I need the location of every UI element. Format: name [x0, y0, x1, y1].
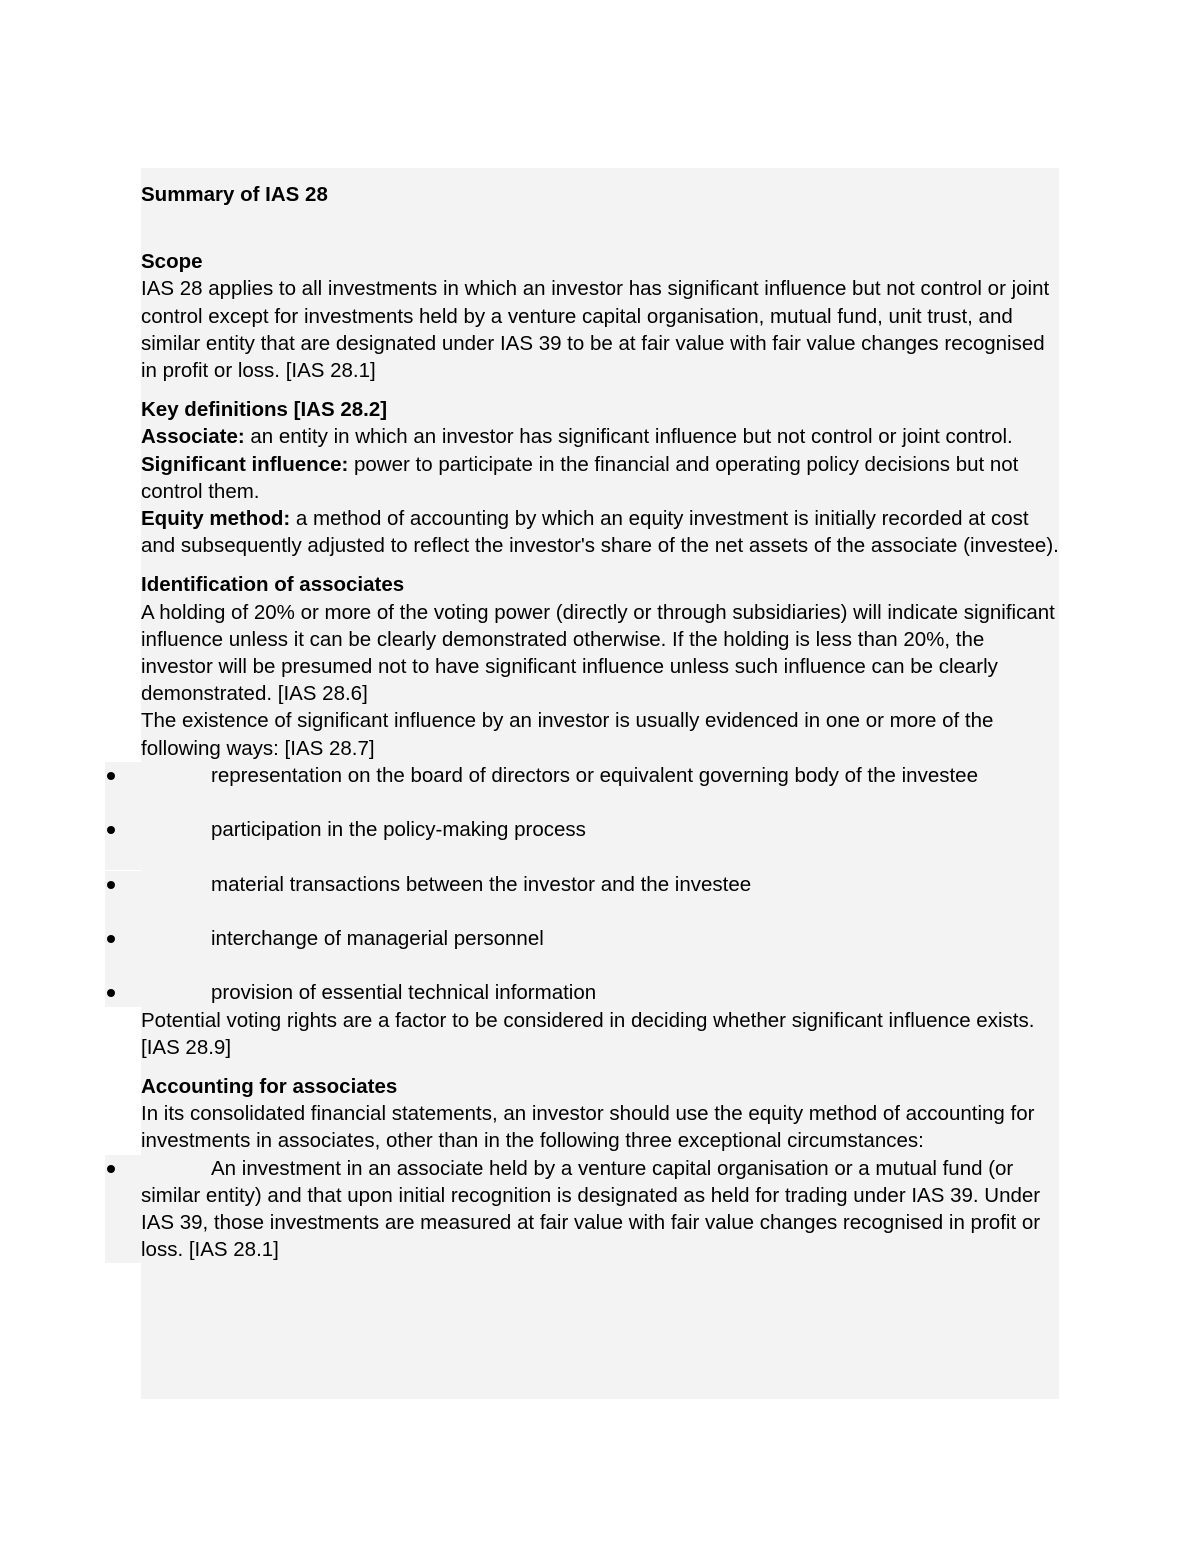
document-title: Summary of IAS 28 — [141, 183, 328, 206]
bullet-icon — [107, 772, 115, 780]
definition-significant-influence — [141, 451, 1059, 505]
bullet-icon — [107, 1165, 115, 1173]
list-item — [141, 1155, 1059, 1264]
list-item-text: representation on the board of directors or equivalent governing body of the investee — [211, 763, 978, 787]
definition-text: an entity in which an investor has significant influence but not control or joint control. — [244, 425, 1013, 449]
list-item-text: An investment in an associate held by a venture capital organisation or a mutual fund (or similar entity) and that upon initial recognition is designated as held for trading under IAS 39. Under IAS 39, those investments are measured at fair value with fair value changes recognised in profit or loss. [IAS 28.1] — [141, 1156, 1041, 1262]
definition-text: a method of accounting by which an equity investment is initially recorded at cost and subsequently adjusted to reflect the investor's share of the net assets of the associate (investee). — [141, 507, 1059, 558]
definition-term: Significant influence: — [141, 452, 349, 476]
definitions-heading: Key definitions [IAS 28.2] — [141, 398, 388, 422]
definition-term: Associate: — [141, 425, 245, 449]
document-body — [141, 181, 1059, 1263]
list-item — [141, 925, 1059, 952]
accounting-heading: Accounting for associates — [141, 1075, 398, 1099]
scope-heading: Scope — [141, 250, 203, 274]
bullet-icon — [107, 881, 115, 889]
list-item — [141, 762, 1059, 789]
bullet-icon — [107, 935, 115, 943]
list-item-text: provision of essential technical information — [211, 981, 597, 1005]
identification-section — [141, 571, 1059, 1061]
definition-equity-method — [141, 505, 1059, 559]
list-item — [141, 979, 1059, 1006]
list-item — [141, 816, 1059, 843]
list-item-text: participation in the policy-making process — [211, 818, 586, 842]
identification-paragraph: Potential voting rights are a factor to be considered in deciding whether significant influence exists. [IAS 28.9] — [141, 1008, 1035, 1059]
definition-term: Equity method: — [141, 507, 291, 531]
identification-paragraph: A holding of 20% or more of the voting power (directly or through subsidiaries) will indicate significant influence unless it can be clearly demonstrated otherwise. If the holding is less than 20%, the investor will be presumed not to have significant influence unless such influence can be clearly demonstrated. [IAS 28.6] — [141, 600, 1055, 706]
identification-heading: Identification of associates — [141, 573, 405, 597]
definition-associate — [141, 423, 1059, 450]
definition-text: power to participate in the financial and operating policy decisions but not control them. — [141, 452, 1019, 503]
list-item-text: interchange of managerial personnel — [211, 927, 544, 951]
list-item-text: material transactions between the investor and the investee — [211, 872, 752, 896]
scope-section — [141, 248, 1059, 384]
definitions-section — [141, 396, 1059, 559]
scope-text: IAS 28 applies to all investments in which an investor has significant influence but not control or joint control except for investments held by a venture capital organisation, mutual fund, unit trust, and similar entity that are designated under IAS 39 to be at fair value with fair value changes recognised in profit or loss. [IAS 28.1] — [141, 277, 1050, 383]
accounting-section — [141, 1073, 1059, 1263]
identification-paragraph: The existence of significant influence by an investor is usually evidenced in one or more of the following ways: [IAS 28.7] — [141, 709, 994, 760]
list-item — [141, 871, 1059, 898]
accounting-paragraph: In its consolidated financial statements, an investor should use the equity method of accounting for investments in associates, other than in the following three exceptional circumstances: — [141, 1102, 1035, 1153]
